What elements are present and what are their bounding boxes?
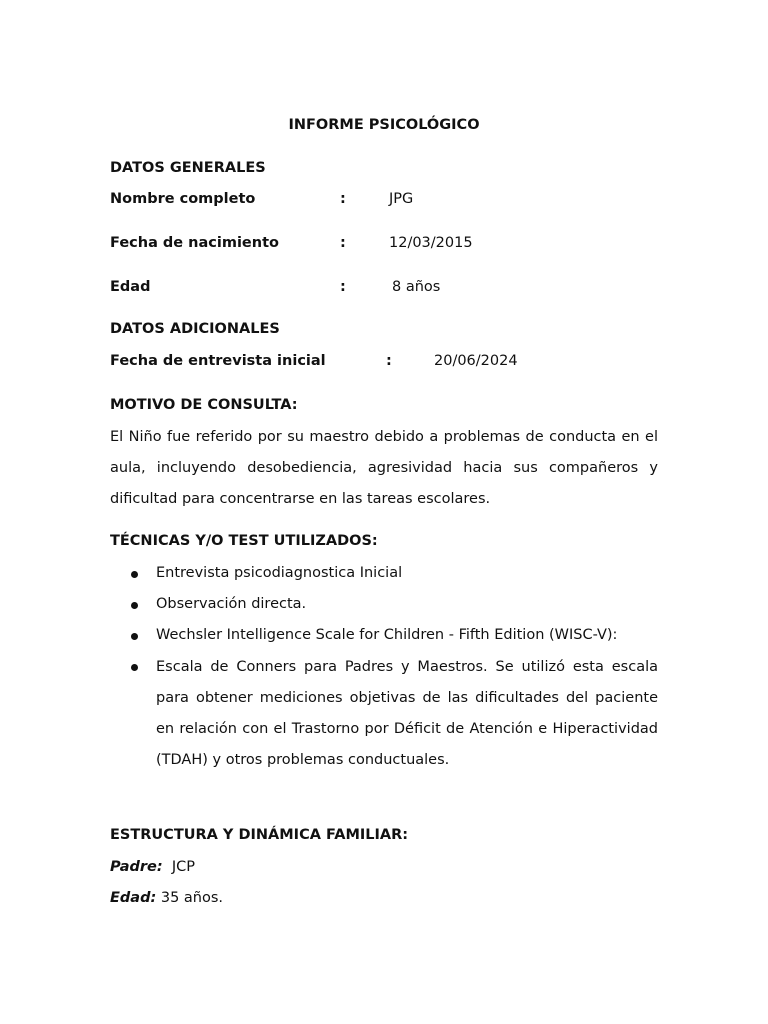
padre-line (110, 859, 195, 875)
list-item-text: Escala de Conners para Padres y Maestros. Se utilizó esta escala para obtener mediciones objetivas de las dificultades del paciente en relación con el Trastorno por Déficit de Atención e Hiperactividad (TDAH) y otros problemas conductuales. (156, 659, 658, 768)
padre-value: JCP (171, 859, 196, 875)
field-label-edad: Edad (110, 279, 151, 295)
section-heading-datos-generales: DATOS GENERALES (110, 160, 266, 176)
motivo-paragraph: El Niño fue referido por su maestro debido a problemas de conducta en el aula, incluyendo desobediencia, agresividad hacia sus compañeros y dificultad para concentrarse en las tareas escolares. (110, 429, 658, 507)
field-value-fecha-nacimiento: 12/03/2015 (389, 235, 473, 251)
edad-padre-line (110, 890, 223, 906)
field-separator: : (340, 235, 346, 251)
field-label-fecha-nacimiento: Fecha de nacimiento (110, 235, 279, 251)
field-separator: : (340, 191, 346, 207)
field-value-fecha-entrevista: 20/06/2024 (434, 353, 518, 369)
bullet-icon (131, 571, 138, 578)
section-heading-tecnicas: TÉCNICAS Y/O TEST UTILIZADOS: (110, 533, 378, 549)
page-title: INFORME PSICOLÓGICO (288, 117, 480, 133)
field-label-fecha-entrevista: Fecha de entrevista inicial (110, 353, 326, 369)
section-heading-familia: ESTRUCTURA Y DINÁMICA FAMILIAR: (110, 827, 409, 843)
field-separator: : (340, 279, 346, 295)
field-label-nombre: Nombre completo (110, 191, 256, 207)
field-value-nombre: JPG (389, 191, 414, 207)
field-value-edad: 8 años (392, 279, 441, 295)
bullet-icon (131, 633, 138, 640)
bullet-icon (131, 664, 138, 671)
field-separator: : (386, 353, 392, 369)
list-item-text: Wechsler Intelligence Scale for Children - Fifth Edition (WISC-V): (156, 627, 618, 643)
section-heading-motivo: MOTIVO DE CONSULTA: (110, 397, 298, 413)
padre-label: Padre: (110, 859, 163, 875)
edad-padre-label: Edad: (110, 890, 157, 906)
list-item-text: Entrevista psicodiagnostica Inicial (156, 565, 403, 581)
section-heading-datos-adicionales: DATOS ADICIONALES (110, 321, 280, 337)
edad-padre-value: 35 años. (160, 890, 224, 906)
bullet-icon (131, 602, 138, 609)
list-item-text: Observación directa. (156, 596, 307, 612)
